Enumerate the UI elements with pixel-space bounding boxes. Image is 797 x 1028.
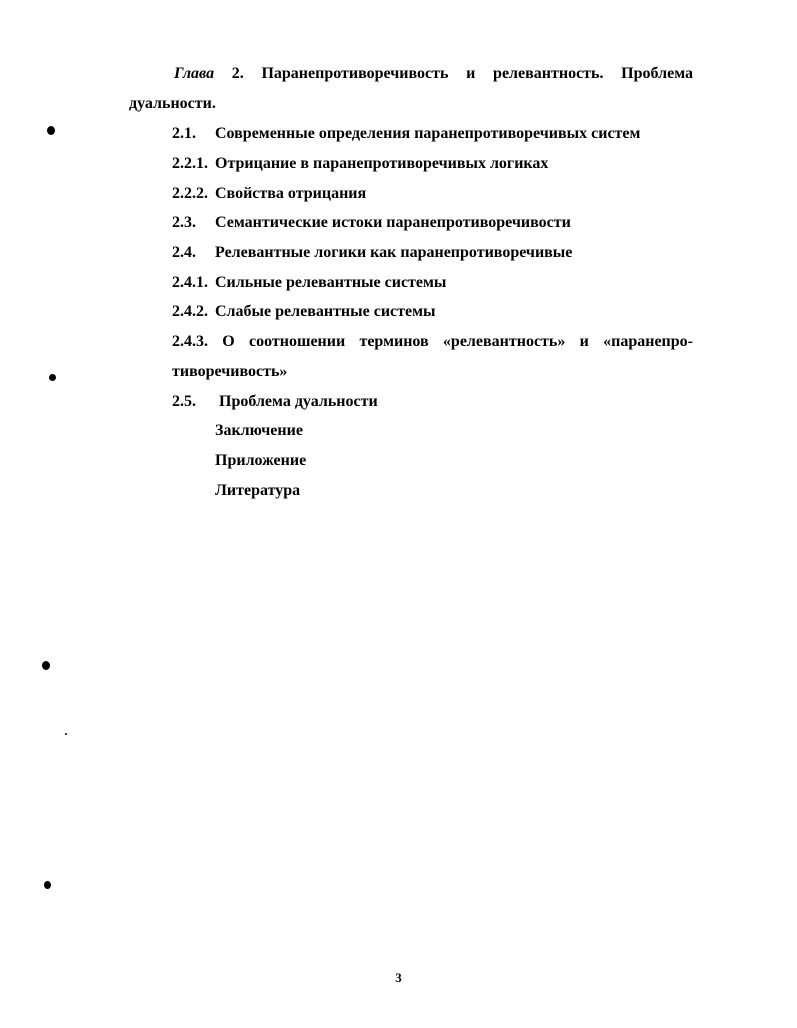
toc-number: 2.2.2. <box>172 185 208 202</box>
scan-dot <box>65 733 67 735</box>
toc-title: Семантические истоки паранепротиворечивости <box>215 214 571 231</box>
toc-title: О соотношении терминов «релевантность» и «паранепро- <box>222 333 693 350</box>
toc-number: 2.1. <box>172 125 196 142</box>
toc-number: 2.5. <box>172 393 196 410</box>
toc-number: 2.4.1. <box>172 274 208 291</box>
toc-title: Релевантные логики как паранепротиворечивые <box>215 244 573 261</box>
toc-entry-2-4-3-line-2: тиворечивость» <box>172 363 288 380</box>
toc-title: Свойства отрицания <box>215 185 367 202</box>
toc-title: Проблема дуальности <box>219 393 378 410</box>
toc-entry-2-1 <box>172 124 640 144</box>
toc-entry-2-4 <box>172 243 572 263</box>
scan-dot <box>47 126 55 135</box>
toc-entry-2-5 <box>172 392 378 412</box>
chapter-prefix: Глава <box>174 65 215 82</box>
page-number: 3 <box>395 970 402 985</box>
scan-dot <box>49 374 56 381</box>
chapter-heading-line-1 <box>174 64 693 84</box>
chapter-title-part1: 2. Паранепротиворечивость и релевантность. Проблема <box>231 65 693 82</box>
scan-dot <box>42 661 50 670</box>
toc-title: Сильные релевантные системы <box>215 274 447 291</box>
toc-entry-2-4-1 <box>172 273 446 293</box>
toc-number: 2.4.2. <box>172 303 208 320</box>
section-conclusion: Заключение <box>215 422 303 439</box>
toc-entry-2-3 <box>172 213 571 233</box>
toc-title: Современные определения паранепротиворечивых систем <box>215 125 641 142</box>
toc-number: 2.4. <box>172 244 196 261</box>
toc-entry-2-2-2 <box>172 184 366 204</box>
toc-title: Отрицание в паранепротиворечивых логиках <box>215 155 549 172</box>
toc-number: 2.4.3. <box>172 333 208 350</box>
toc-title: Слабые релевантные системы <box>215 303 436 320</box>
toc-entry-2-4-2 <box>172 302 436 322</box>
toc-entry-2-4-3-line-1 <box>172 332 693 352</box>
section-appendix: Приложение <box>215 452 307 469</box>
toc-number: 2.2.1. <box>172 155 208 172</box>
scan-dot <box>44 881 51 889</box>
toc-number: 2.3. <box>172 214 196 231</box>
toc-entry-2-2-1 <box>172 154 548 174</box>
chapter-heading-line-2: дуальности. <box>129 95 216 112</box>
section-literature: Литература <box>215 482 301 499</box>
